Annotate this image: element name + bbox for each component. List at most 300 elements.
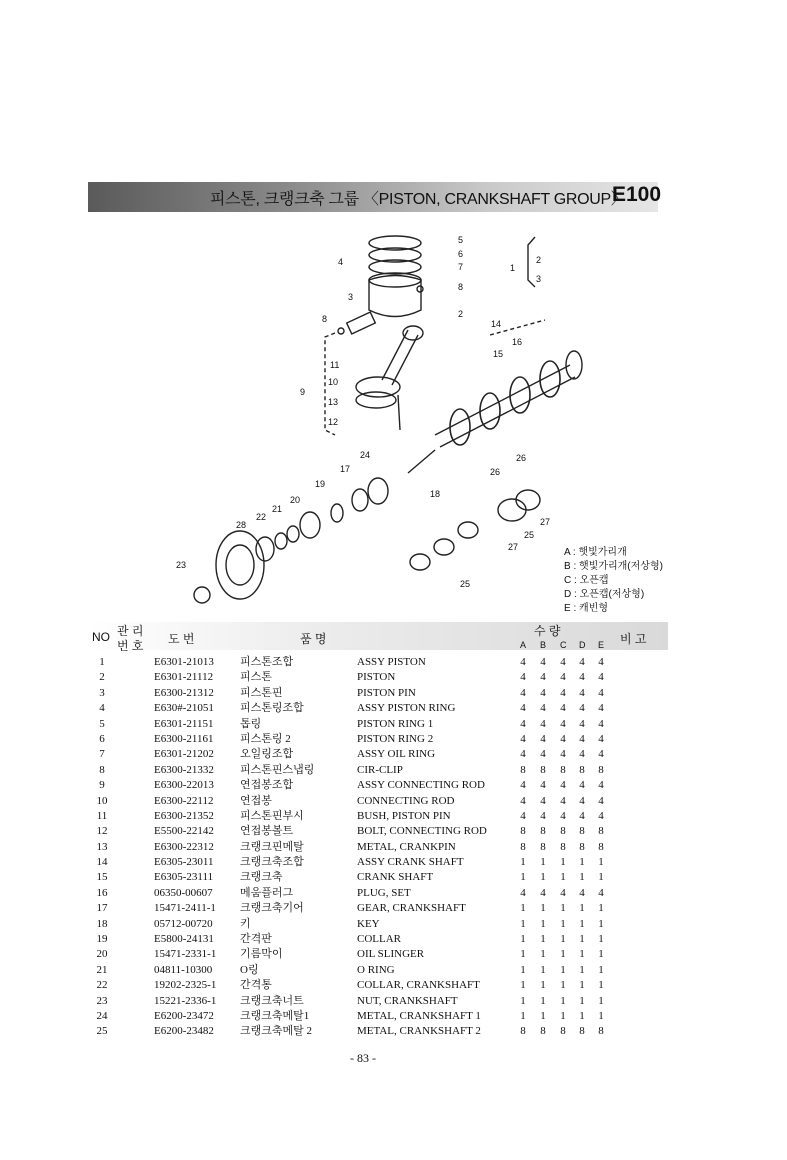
row-english-name: GEAR, CRANKSHAFT — [357, 902, 466, 915]
row-english-name: NUT, CRANKSHAFT — [357, 994, 458, 1007]
callout-3: 3 — [348, 292, 354, 302]
row-qty-b: 4 — [540, 686, 546, 699]
table-row — [88, 901, 668, 916]
row-qty-e: 4 — [598, 748, 604, 761]
row-english-name: ASSY PISTON RING — [357, 702, 456, 715]
row-korean-name: 톱링 — [240, 717, 262, 730]
row-qty-a: 4 — [520, 794, 526, 807]
row-qty-d: 4 — [579, 671, 585, 684]
callout-2b: 2 — [536, 255, 542, 265]
row-qty-e: 4 — [598, 671, 604, 684]
row-qty-e: 8 — [598, 763, 604, 776]
row-qty-c: 1 — [560, 856, 566, 869]
row-part-number: E5500-22142 — [154, 825, 214, 838]
row-qty-b: 1 — [540, 1009, 546, 1022]
row-qty-a: 4 — [520, 886, 526, 899]
row-qty-e: 1 — [598, 933, 604, 946]
row-qty-d: 4 — [579, 686, 585, 699]
callout-26b: 26 — [516, 453, 527, 463]
row-no: 15 — [96, 871, 108, 884]
callout-25b: 25 — [460, 579, 471, 589]
table-row — [88, 963, 668, 978]
callout-13: 13 — [328, 397, 339, 407]
callout-1: 1 — [510, 263, 516, 273]
row-part-number: E5800-24131 — [154, 933, 214, 946]
row-qty-d: 4 — [579, 809, 585, 822]
row-qty-b: 4 — [540, 732, 546, 745]
row-english-name: METAL, CRANKSHAFT 1 — [357, 1009, 481, 1022]
row-korean-name: 피스톤 — [240, 671, 272, 684]
row-qty-e: 1 — [598, 856, 604, 869]
row-part-number: 06350-00607 — [154, 886, 213, 899]
row-no: 8 — [99, 763, 105, 776]
col-header-qty-e: E — [598, 640, 605, 650]
callout-27b: 27 — [508, 542, 519, 552]
row-part-number: E6300-21161 — [154, 732, 214, 745]
row-qty-b: 8 — [540, 1025, 546, 1038]
row-qty-d: 1 — [579, 963, 585, 976]
row-qty-c: 4 — [560, 794, 566, 807]
page-number: - 83 - — [350, 1051, 376, 1065]
row-qty-b: 1 — [540, 902, 546, 915]
table-row — [88, 1009, 668, 1024]
row-english-name: BOLT, CONNECTING ROD — [357, 825, 487, 838]
row-qty-d: 1 — [579, 994, 585, 1007]
row-part-number: 15471-2411-1 — [154, 902, 216, 915]
row-part-number: E6300-21312 — [154, 686, 214, 699]
col-header-qty-b: B — [540, 640, 547, 650]
row-qty-c: 4 — [560, 809, 566, 822]
row-qty-b: 4 — [540, 671, 546, 684]
row-qty-b: 1 — [540, 963, 546, 976]
row-korean-name: 피스톤핀스냅링 — [240, 763, 315, 776]
table-row — [88, 947, 668, 962]
row-qty-b: 1 — [540, 871, 546, 884]
row-qty-e: 4 — [598, 686, 604, 699]
row-qty-c: 8 — [560, 763, 566, 776]
row-korean-name: O링 — [240, 963, 259, 976]
col-header-mgmt-bottom: 번 호 — [117, 639, 144, 653]
row-qty-a: 8 — [520, 1025, 526, 1038]
row-qty-c: 4 — [560, 671, 566, 684]
callout-20: 20 — [290, 495, 301, 505]
row-qty-a: 1 — [520, 871, 526, 884]
callout-5: 5 — [458, 235, 464, 245]
row-no: 7 — [99, 748, 105, 761]
row-english-name: ASSY OIL RING — [357, 748, 436, 761]
callout-26a: 26 — [490, 467, 501, 477]
row-qty-a: 4 — [520, 702, 526, 715]
row-no: 25 — [96, 1025, 108, 1038]
row-korean-name: 메움플러그 — [240, 886, 294, 899]
table-row — [88, 763, 668, 778]
row-qty-d: 4 — [579, 748, 585, 761]
row-korean-name: 피스톤핀 — [240, 686, 283, 699]
row-no: 21 — [96, 963, 108, 976]
row-part-number: E6305-23011 — [154, 856, 214, 869]
table-row — [88, 886, 668, 901]
col-header-qty: 수 량 — [534, 624, 561, 638]
row-qty-c: 4 — [560, 748, 566, 761]
row-qty-c: 4 — [560, 702, 566, 715]
row-qty-e: 8 — [598, 1025, 604, 1038]
callout-14: 14 — [491, 319, 502, 329]
col-header-name: 품 명 — [300, 632, 327, 646]
row-english-name: COLLAR, CRANKSHAFT — [357, 979, 480, 992]
row-english-name: ASSY CRANK SHAFT — [357, 856, 464, 869]
row-korean-name: 피스톤핀부시 — [240, 809, 304, 822]
table-row — [88, 994, 668, 1009]
callout-27a: 27 — [540, 517, 551, 527]
row-part-number: E6301-21013 — [154, 656, 214, 668]
row-qty-d: 1 — [579, 1009, 585, 1022]
row-english-name: PISTON RING 1 — [357, 717, 434, 730]
row-english-name: CRANK SHAFT — [357, 871, 434, 884]
row-qty-c: 1 — [560, 979, 566, 992]
row-qty-b: 1 — [540, 917, 546, 930]
col-header-remarks: 비 고 — [620, 632, 647, 646]
row-no: 6 — [99, 732, 105, 745]
row-no: 17 — [96, 902, 108, 915]
row-korean-name: 연접봉조합 — [240, 779, 294, 792]
row-qty-a: 4 — [520, 732, 526, 745]
callout-11: 11 — [330, 360, 340, 370]
table-row — [88, 747, 668, 762]
table-row — [88, 732, 668, 747]
row-english-name: BUSH, PISTON PIN — [357, 809, 451, 822]
row-english-name: METAL, CRANKSHAFT 2 — [357, 1025, 481, 1038]
callout-3b: 3 — [536, 274, 542, 284]
row-qty-d: 4 — [579, 732, 585, 745]
table-row — [88, 670, 668, 685]
table-row — [88, 917, 668, 932]
row-qty-d: 4 — [579, 717, 585, 730]
row-english-name: METAL, CRANKPIN — [357, 840, 456, 853]
row-qty-e: 1 — [598, 1009, 604, 1022]
row-qty-e: 1 — [598, 979, 604, 992]
row-part-number: E6200-23482 — [154, 1025, 214, 1038]
row-part-number: 15471-2331-1 — [154, 948, 217, 961]
row-qty-b: 4 — [540, 886, 546, 899]
row-qty-a: 4 — [520, 671, 526, 684]
legend-item: A : 햇빛가리개 — [564, 547, 627, 558]
row-no: 19 — [96, 933, 108, 946]
row-korean-name: 간격판 — [240, 933, 272, 946]
row-qty-e: 1 — [598, 994, 604, 1007]
row-no: 3 — [99, 686, 105, 699]
callout-12: 12 — [328, 417, 339, 427]
row-no: 1 — [99, 656, 105, 668]
row-qty-a: 4 — [520, 809, 526, 822]
row-qty-e: 4 — [598, 656, 604, 668]
row-qty-a: 4 — [520, 656, 526, 668]
row-korean-name: 피스톤링조합 — [240, 702, 304, 715]
row-qty-a: 4 — [520, 686, 526, 699]
table-row — [88, 809, 668, 824]
col-header-drawing: 도 번 — [168, 632, 195, 646]
table-row — [88, 686, 668, 701]
row-qty-c: 1 — [560, 994, 566, 1007]
row-no: 20 — [96, 948, 108, 961]
table-row — [88, 840, 668, 855]
col-header-qty-a: A — [520, 640, 527, 650]
row-part-number: E6301-21151 — [154, 717, 214, 730]
row-qty-a: 1 — [520, 963, 526, 976]
row-qty-b: 1 — [540, 933, 546, 946]
callout-15: 15 — [493, 349, 504, 359]
callout-7: 7 — [458, 262, 464, 272]
row-part-number: E6305-23111 — [154, 871, 214, 884]
row-qty-e: 4 — [598, 794, 604, 807]
row-qty-e: 4 — [598, 779, 604, 792]
row-part-number: E6300-22013 — [154, 779, 214, 792]
row-qty-e: 4 — [598, 717, 604, 730]
row-no: 2 — [99, 671, 105, 684]
row-qty-a: 4 — [520, 717, 526, 730]
row-qty-e: 4 — [598, 702, 604, 715]
row-korean-name: 간격통 — [240, 979, 272, 992]
row-part-number: 04811-10300 — [154, 963, 213, 976]
row-qty-a: 1 — [520, 979, 526, 992]
callout-21: 21 — [272, 504, 283, 514]
table-row — [88, 778, 668, 793]
row-qty-c: 4 — [560, 886, 566, 899]
row-qty-d: 1 — [579, 871, 585, 884]
row-no: 18 — [96, 917, 108, 930]
row-qty-a: 1 — [520, 902, 526, 915]
row-qty-b: 4 — [540, 794, 546, 807]
row-qty-b: 8 — [540, 840, 546, 853]
row-qty-b: 1 — [540, 979, 546, 992]
row-qty-e: 4 — [598, 886, 604, 899]
row-qty-a: 8 — [520, 763, 526, 776]
row-qty-d: 1 — [579, 979, 585, 992]
row-korean-name: 크랭크핀메탈 — [240, 840, 304, 853]
row-qty-a: 1 — [520, 856, 526, 869]
row-qty-a: 4 — [520, 779, 526, 792]
row-qty-a: 1 — [520, 917, 526, 930]
row-no: 4 — [99, 702, 105, 715]
callout-23: 23 — [176, 560, 187, 570]
callout-4: 4 — [338, 257, 344, 267]
row-part-number: E6200-23472 — [154, 1009, 214, 1022]
callout-22: 22 — [256, 512, 267, 522]
row-qty-b: 4 — [540, 656, 546, 668]
row-no: 22 — [96, 979, 108, 992]
row-korean-name: 크랭크축기어 — [240, 902, 304, 915]
row-no: 5 — [99, 717, 105, 730]
row-qty-c: 8 — [560, 1025, 566, 1038]
table-row — [88, 932, 668, 947]
row-part-number: E6300-21332 — [154, 763, 214, 776]
row-qty-d: 8 — [579, 825, 585, 838]
callout-2: 2 — [458, 309, 464, 319]
row-korean-name: 연접봉 — [240, 794, 272, 807]
row-korean-name: 키 — [240, 917, 251, 930]
col-header-qty-c: C — [560, 640, 567, 650]
callout-28: 28 — [236, 520, 247, 530]
row-no: 24 — [96, 1009, 108, 1022]
row-qty-d: 4 — [579, 702, 585, 715]
row-qty-a: 1 — [520, 994, 526, 1007]
row-no: 12 — [96, 825, 108, 838]
row-qty-d: 1 — [579, 917, 585, 930]
row-qty-c: 1 — [560, 948, 566, 961]
row-english-name: PISTON RING 2 — [357, 732, 434, 745]
row-qty-b: 4 — [540, 809, 546, 822]
row-qty-e: 1 — [598, 902, 604, 915]
callout-25a: 25 — [524, 530, 535, 540]
row-no: 13 — [96, 840, 108, 853]
row-part-number: E6300-22112 — [154, 794, 214, 807]
row-qty-c: 4 — [560, 686, 566, 699]
callout-10: 10 — [328, 377, 339, 387]
row-part-number: E6300-21352 — [154, 809, 214, 822]
row-no: 14 — [96, 856, 108, 869]
col-header-mgmt-top: 관 리 — [117, 624, 144, 638]
row-qty-d: 4 — [579, 886, 585, 899]
row-qty-c: 4 — [560, 732, 566, 745]
row-qty-e: 1 — [598, 917, 604, 930]
row-qty-e: 8 — [598, 825, 604, 838]
callout-24: 24 — [360, 450, 371, 460]
row-qty-a: 1 — [520, 948, 526, 961]
row-qty-d: 4 — [579, 794, 585, 807]
row-part-number: 15221-2336-1 — [154, 994, 217, 1007]
row-part-number: 05712-00720 — [154, 917, 213, 930]
row-english-name: O RING — [357, 963, 395, 976]
table-row — [88, 701, 668, 716]
table-row — [88, 978, 668, 993]
row-korean-name: 피스톤링 2 — [240, 732, 291, 745]
row-qty-d: 1 — [579, 933, 585, 946]
section-title: 피스톤, 크랭크축 그룹 〈PISTON, CRANKSHAFT GROUP〉 — [210, 191, 627, 208]
parts-table-body — [88, 655, 668, 1040]
row-english-name: ASSY CONNECTING ROD — [357, 779, 485, 792]
row-qty-d: 4 — [579, 656, 585, 668]
row-qty-a: 8 — [520, 825, 526, 838]
row-english-name: OIL SLINGER — [357, 948, 425, 961]
row-korean-name: 피스톤조합 — [240, 656, 294, 668]
row-korean-name: 크랭크축조합 — [240, 856, 304, 869]
table-row — [88, 870, 668, 885]
row-qty-d: 8 — [579, 763, 585, 776]
row-no: 11 — [96, 809, 108, 822]
callout-9: 9 — [300, 387, 306, 397]
row-qty-c: 1 — [560, 963, 566, 976]
row-qty-b: 1 — [540, 856, 546, 869]
row-qty-d: 8 — [579, 840, 585, 853]
row-qty-a: 1 — [520, 1009, 526, 1022]
table-row — [88, 794, 668, 809]
row-part-number: E6301-21112 — [154, 671, 214, 684]
row-qty-c: 1 — [560, 1009, 566, 1022]
table-row — [88, 1024, 668, 1039]
callout-18: 18 — [430, 489, 441, 499]
row-qty-d: 4 — [579, 779, 585, 792]
section-code: E100 — [612, 183, 662, 206]
row-qty-a: 8 — [520, 840, 526, 853]
callout-8: 8 — [458, 282, 464, 292]
variant-legend — [564, 546, 663, 616]
row-part-number: 19202-2325-1 — [154, 979, 217, 992]
row-qty-c: 1 — [560, 917, 566, 930]
row-qty-c: 4 — [560, 779, 566, 792]
callout-8b: 8 — [322, 314, 328, 324]
row-qty-c: 4 — [560, 717, 566, 730]
row-qty-d: 1 — [579, 948, 585, 961]
row-qty-a: 1 — [520, 933, 526, 946]
row-english-name: COLLAR — [357, 933, 401, 946]
table-row — [88, 855, 668, 870]
row-part-number: E6300-22312 — [154, 840, 214, 853]
row-qty-e: 1 — [598, 871, 604, 884]
row-qty-b: 4 — [540, 779, 546, 792]
col-header-qty-d: D — [579, 640, 586, 650]
row-no: 10 — [96, 794, 108, 807]
row-english-name: KEY — [357, 917, 380, 930]
row-qty-c: 1 — [560, 933, 566, 946]
row-no: 9 — [99, 779, 105, 792]
row-qty-e: 4 — [598, 809, 604, 822]
row-qty-b: 4 — [540, 748, 546, 761]
legend-item: D : 오픈캡(저상형) — [564, 589, 645, 600]
row-qty-c: 1 — [560, 902, 566, 915]
row-english-name: PISTON — [357, 671, 396, 684]
row-qty-d: 1 — [579, 856, 585, 869]
row-qty-e: 8 — [598, 840, 604, 853]
row-qty-b: 1 — [540, 994, 546, 1007]
table-row — [88, 824, 668, 839]
row-english-name: CONNECTING ROD — [357, 794, 455, 807]
row-qty-c: 8 — [560, 840, 566, 853]
row-qty-b: 1 — [540, 948, 546, 961]
row-qty-b: 4 — [540, 702, 546, 715]
row-part-number: E630#-21051 — [154, 702, 214, 715]
row-qty-e: 1 — [598, 948, 604, 961]
row-qty-b: 8 — [540, 825, 546, 838]
row-qty-d: 8 — [579, 1025, 585, 1038]
row-qty-e: 4 — [598, 732, 604, 745]
callout-6: 6 — [458, 249, 464, 259]
row-no: 23 — [96, 994, 108, 1007]
row-qty-a: 4 — [520, 748, 526, 761]
row-korean-name: 크랭크축 — [240, 871, 283, 884]
row-qty-d: 1 — [579, 902, 585, 915]
row-qty-c: 4 — [560, 656, 566, 668]
col-header-no: NO — [92, 630, 110, 644]
row-no: 16 — [96, 886, 108, 899]
legend-item: B : 햇빛가리개(저상형) — [564, 561, 663, 572]
row-english-name: ASSY PISTON — [357, 656, 426, 668]
callout-19: 19 — [315, 479, 326, 489]
legend-item: E : 캐빈형 — [564, 603, 608, 614]
legend-item: C : 오픈캡 — [564, 575, 609, 586]
row-korean-name: 기름막이 — [240, 948, 283, 961]
row-qty-b: 4 — [540, 717, 546, 730]
row-qty-b: 8 — [540, 763, 546, 776]
callout-16: 16 — [512, 337, 523, 347]
row-korean-name: 크랭크축메탈1 — [240, 1009, 310, 1022]
row-qty-e: 1 — [598, 963, 604, 976]
row-part-number: E6301-21202 — [154, 748, 214, 761]
callout-17: 17 — [340, 464, 351, 474]
row-korean-name: 오일링조합 — [240, 748, 294, 761]
table-row — [88, 717, 668, 732]
row-english-name: PLUG, SET — [357, 886, 411, 899]
row-qty-c: 8 — [560, 825, 566, 838]
row-korean-name: 크랭크축메탈 2 — [240, 1025, 313, 1038]
